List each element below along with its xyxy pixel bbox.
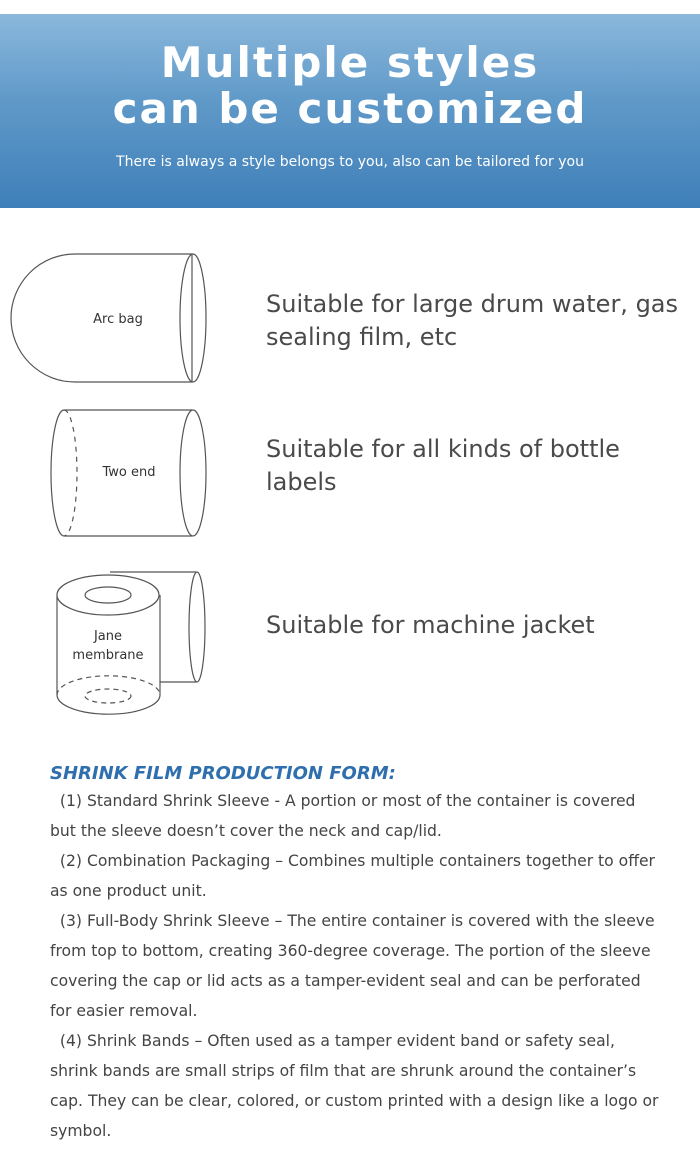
production-form-heading: SHRINK FILM PRODUCTION FORM: <box>50 763 396 784</box>
arc-bag-illustration <box>0 250 230 390</box>
production-form-item: (4) Shrink Bands – Often used as a tamper evident band or safety seal, shrink bands are small strips of film that are shrunk around the container’s cap. They can be clear, colored, or custom printed with a design like a logo or symbol. <box>50 1032 659 1140</box>
arc-bag-label: Arc bag <box>93 312 143 327</box>
production-form-section <box>50 762 660 1146</box>
arc-bag-description: Suitable for large drum water, gas sealing film, etc <box>266 290 679 351</box>
production-form-item: (2) Combination Packaging – Combines multiple containers together to offer as one product unit. <box>50 852 655 900</box>
jane-membrane-label-line1: Jane <box>93 629 123 644</box>
two-end-illustration <box>0 405 230 545</box>
style-row-jane-membrane <box>0 565 700 725</box>
two-end-description: Suitable for all kinds of bottle labels <box>266 435 620 496</box>
jane-membrane-label-line2: membrane <box>72 648 144 663</box>
banner-title-line1: Multiple styles <box>160 38 540 87</box>
banner-subtitle: There is always a style belongs to you, also can be tailored for you <box>116 154 584 170</box>
style-row-arc-bag <box>0 250 700 390</box>
banner-title <box>0 40 700 132</box>
banner-title-line2: can be customized <box>112 84 588 133</box>
style-row-two-end <box>0 405 700 545</box>
jane-membrane-description: Suitable for machine jacket <box>266 611 595 639</box>
production-form-item: (1) Standard Shrink Sleeve - A portion or most of the container is covered but the sleeve doesn’t cover the neck and cap/lid. <box>50 792 636 840</box>
header-banner <box>0 14 700 208</box>
two-end-label: Two end <box>102 465 156 480</box>
production-form-item: (3) Full-Body Shrink Sleeve – The entire container is covered with the sleeve from top to bottom, creating 360-degree coverage. The portion of the sleeve covering the cap or lid acts as a tamper-evident seal and can be perforated for easier removal. <box>50 912 655 1020</box>
jane-membrane-illustration <box>0 565 230 725</box>
